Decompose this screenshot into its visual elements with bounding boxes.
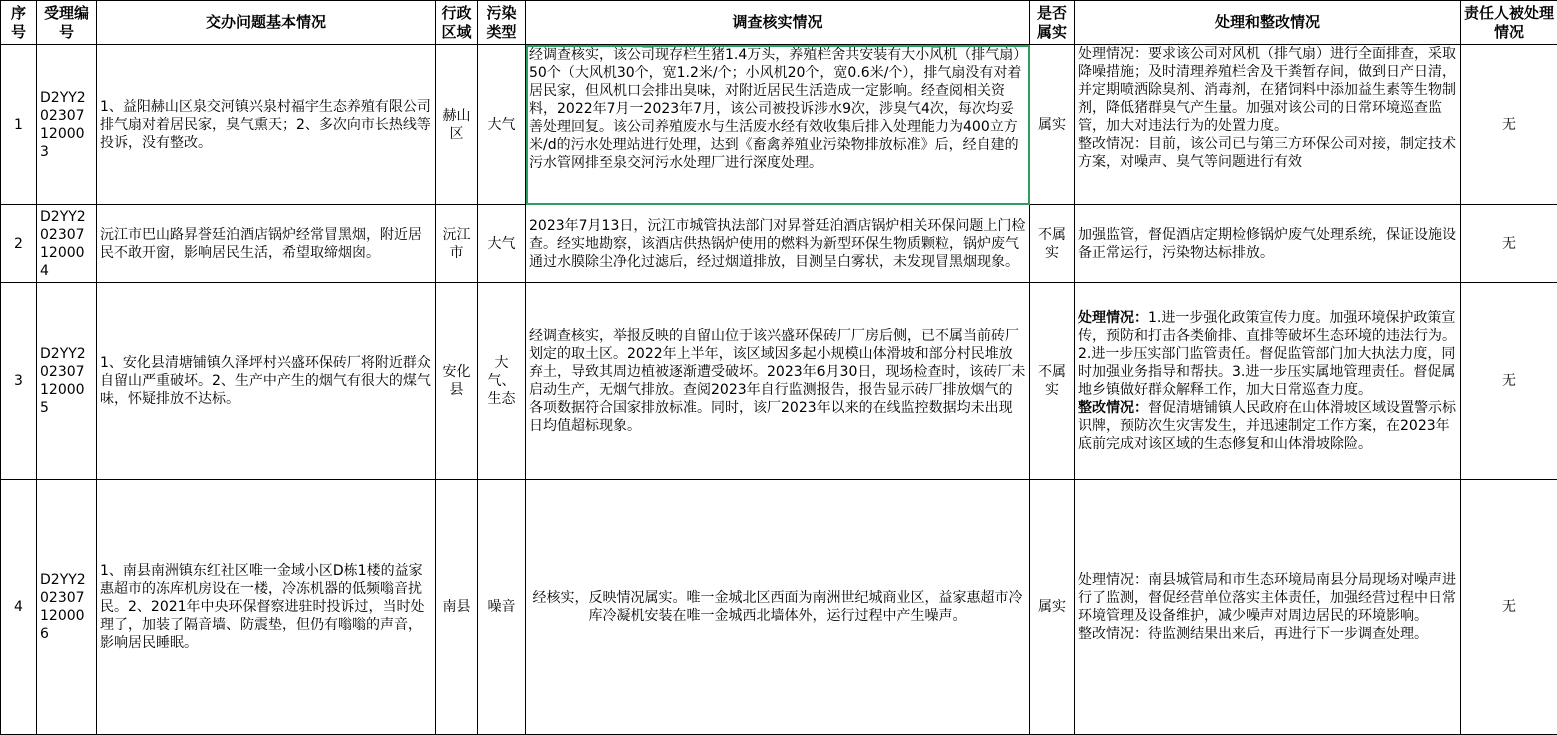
cell-pollution[interactable]: 大气、生态 [478, 283, 526, 480]
handling-rectify [1078, 399, 1457, 453]
cell-handling[interactable] [1075, 480, 1461, 735]
handling-process: 处理情况：要求该公司对风机（排气扇）进行全面排查，采取降噪措施；及时清理养殖栏舍及干粪暂存间，做到日产日清，并定期喷洒除臭剂、消毒剂，在猪饲料中添加益生素等生物制剂，降低猪群臭气产生量。加强对该公司的日常环境巡查监管，加大对违法行为的处置力度。 [1078, 46, 1456, 134]
cell-area[interactable]: 南县 [436, 480, 478, 735]
cell-verified[interactable]: 属实 [1030, 480, 1075, 735]
cell-investigation-selected[interactable] [526, 45, 1030, 205]
cell-responsibility[interactable]: 无 [1461, 283, 1557, 480]
cell-verified[interactable]: 不属实 [1030, 283, 1075, 480]
handling-process [1078, 309, 1457, 399]
table-row [1, 45, 1557, 205]
handling-rectify: 整改情况：待监测结果出来后，再进行下一步调查处理。 [1078, 626, 1428, 642]
handling-rectify-lead: 整改情况： [1078, 400, 1148, 416]
cell-responsibility[interactable]: 无 [1461, 45, 1557, 205]
cell-seq[interactable]: 4 [1, 480, 37, 735]
cell-pollution[interactable]: 大气 [478, 45, 526, 205]
header-verified[interactable]: 是否属实 [1030, 1, 1075, 45]
cell-id[interactable]: D2YY202307120003 [37, 45, 97, 205]
cell-basic[interactable]: 1、益阳赫山区泉交河镇兴泉村福宇生态养殖有限公司排气扇对着居民家，臭气熏天；2、多次向市长热线等投诉，没有整改。 [97, 45, 436, 205]
cell-pollution[interactable]: 噪音 [478, 480, 526, 735]
cell-id[interactable]: D2YY202307120006 [37, 480, 97, 735]
cell-investigation[interactable]: 2023年7月13日，沅江市城管执法部门对昇誉廷泊酒店锅炉相关环保问题上门检查。经实地勘察，该酒店供热锅炉使用的燃料为新型环保生物质颗粒，锅炉废气通过水膜除尘净化过滤后，经过烟道排放，目测呈白雾状，未发现冒黑烟现象。 [526, 205, 1030, 283]
cell-seq[interactable]: 3 [1, 283, 37, 480]
cell-basic[interactable]: 1、南县南洲镇东红社区唯一金域小区D栋1楼的益家惠超市的冻库机房设在一楼，冷冻机器的低频嗡音扰民。2、2021年中央环保督察进驻时投诉过，当时处理了，加装了隔音墙、防震垫，但仍有嗡嗡的声音，影响居民睡眠。 [97, 480, 436, 735]
header-row [1, 1, 1557, 45]
handling-process-lead: 处理情况： [1078, 310, 1148, 326]
table-row [1, 283, 1557, 480]
cell-responsibility[interactable]: 无 [1461, 205, 1557, 283]
header-area[interactable]: 行政区域 [436, 1, 478, 45]
header-id[interactable]: 受理编号 [37, 1, 97, 45]
cell-handling[interactable] [1075, 283, 1461, 480]
cell-id[interactable]: D2YY202307120004 [37, 205, 97, 283]
header-basic[interactable]: 交办问题基本情况 [97, 1, 436, 45]
cell-text: 经调查核实，该公司现存栏生猪1.4万头，养殖栏舍共安装有大小风机（排气扇）50个（大风机30个，宽1.2米/个；小风机20个，宽0.6米/个），排气扇没有对着居民家，但风机口会排出臭味，对附近居民生活造成一定影响。经查阅相关资料，2022年7月一2023年7月，该公司被投诉涉水9次，涉臭气4次，每次均妥善处理回复。该公司养殖废水与生活废水经有效收集后排入处理能力为400立方米/d的污水处理站进行处理，达到《畜禽养殖业污染物排放标准》后，经自建的污水管网排至泉交河污水处理厂进行深度处理。 [529, 46, 1022, 171]
cell-handling[interactable]: 加强监管，督促酒店定期检修锅炉废气处理系统，保证设施设备正常运行，污染物达标排放。 [1075, 205, 1461, 283]
handling-rectify-text: 督促清塘铺镇人民政府在山体滑坡区域设置警示标识牌，预防次生灾害发生，并迅速制定工作方案，在2023年底前完成对该区域的生态修复和山体滑坡除险。 [1078, 400, 1456, 452]
handling-rectify: 整改情况：目前，该公司已与第三方环保公司对接，制定技术方案，对噪声、臭气等问题进行有效 [1078, 136, 1456, 170]
header-pollution[interactable]: 污染类型 [478, 1, 526, 45]
cell-seq[interactable]: 1 [1, 45, 37, 205]
table-row [1, 205, 1557, 283]
cell-investigation[interactable]: 经核实，反映情况属实。唯一金城北区西面为南洲世纪城商业区，益家惠超市冷库冷凝机安装在唯一金城西北墙体外，运行过程中产生噪声。 [526, 480, 1030, 735]
header-seq[interactable]: 序号 [1, 1, 37, 45]
cell-handling[interactable] [1075, 45, 1461, 205]
cell-area[interactable]: 安化县 [436, 283, 478, 480]
cell-seq[interactable]: 2 [1, 205, 37, 283]
handling-process: 处理情况：南县城管局和市生态环境局南县分局现场对噪声进行了监测，督促经营单位落实主体责任，加强经营过程中日常环境管理及设备维护，减少噪声对周边居民的环境影响。 [1078, 572, 1456, 624]
header-responsibility[interactable]: 责任人被处理情况 [1461, 1, 1557, 45]
cell-basic[interactable]: 1、安化县清塘铺镇久泽坪村兴盛环保砖厂将附近群众自留山严重破坏。2、生产中产生的烟气有很大的煤气味，怀疑排放不达标。 [97, 283, 436, 480]
handling-process-text: 1.进一步强化政策宣传力度。加强环境保护政策宣传，预防和打击各类偷排、直排等破坏生态环境的违法行为。2.进一步压实部门监管责任。督促监管部门加大执法力度，同时加强业务指导和帮扶。3.进一步压实属地管理责任。督促属地乡镇做好群众解释工作，加大日常巡查力度。 [1078, 310, 1456, 398]
cell-text-wrap [1078, 45, 1457, 203]
table-row [1, 480, 1557, 735]
cell-area[interactable]: 沅江市 [436, 205, 478, 283]
cell-responsibility[interactable]: 无 [1461, 480, 1557, 735]
cell-basic[interactable]: 沅江市巴山路昇誉廷泊酒店锅炉经常冒黑烟，附近居民不敢开窗，影响居民生活，希望取缔烟囱。 [97, 205, 436, 283]
cell-verified[interactable]: 属实 [1030, 45, 1075, 205]
cell-area[interactable]: 赫山区 [436, 45, 478, 205]
cell-pollution[interactable]: 大气 [478, 205, 526, 283]
cell-investigation[interactable]: 经调查核实，举报反映的自留山位于该兴盛环保砖厂厂房后侧，已不属当前砖厂划定的取土区。2022年上半年，该区域因多起小规模山体滑坡和部分村民堆放弃土，导致其周边植被逐渐遭受破坏。2023年6月30日，现场检查时，该砖厂未启动生产，无烟气排放。查阅2023年自行监测报告，报告显示砖厂排放烟气的各项数据符合国家排放标准。同时，该厂2023年以来的在线监控数据均未出现日均值超标现象。 [526, 283, 1030, 480]
header-handling[interactable]: 处理和整改情况 [1075, 1, 1461, 45]
header-investigation[interactable]: 调查核实情况 [526, 1, 1030, 45]
cell-id[interactable]: D2YY202307120005 [37, 283, 97, 480]
cell-verified[interactable]: 不属实 [1030, 205, 1075, 283]
